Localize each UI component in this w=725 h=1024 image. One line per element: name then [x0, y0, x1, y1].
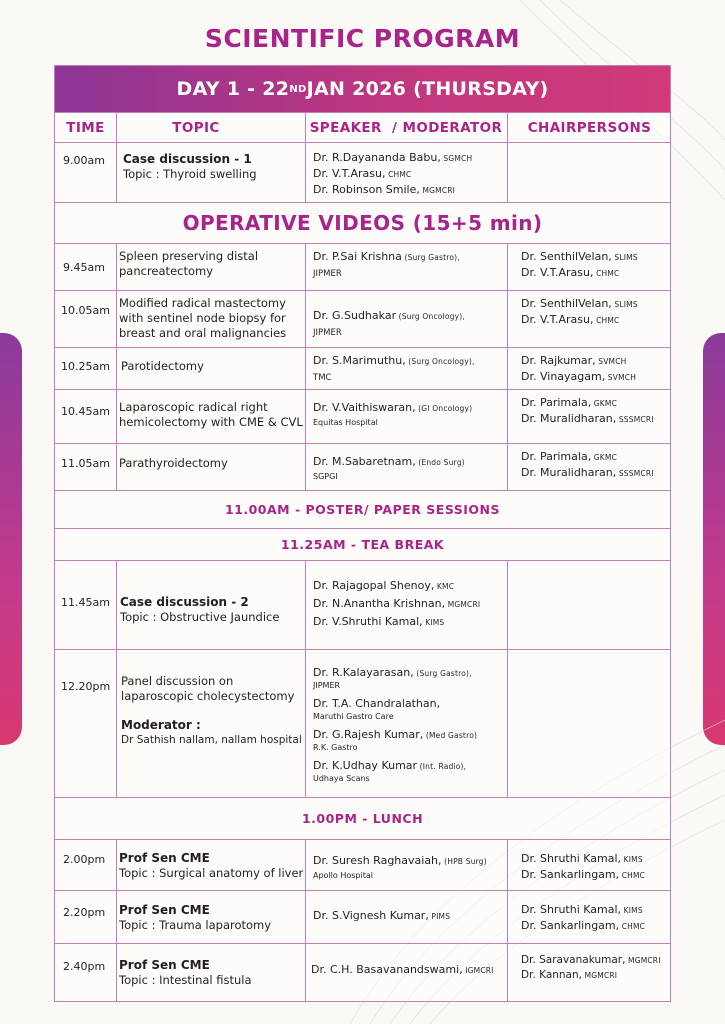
chair-name: Dr. SenthilVelan, — [521, 297, 612, 310]
speakers-case1 — [313, 150, 472, 198]
chair-name: Dr. Parimala, — [521, 396, 592, 409]
chair-inst: MGMCRI — [625, 956, 661, 965]
topic-line: Parathyroidectomy — [119, 456, 228, 470]
poster-session-row: 11.00AM - POSTER/ PAPER SESSIONS — [55, 490, 670, 528]
speaker-video — [313, 353, 475, 386]
table-row-case2 — [55, 560, 670, 649]
cme-topic: Topic : Trauma laparotomy — [119, 918, 272, 932]
topic-line: Panel discussion on — [121, 674, 234, 688]
speaker-inst: SGPGI — [313, 472, 338, 481]
time-video: 10.45am — [61, 405, 110, 418]
speaker-video — [313, 400, 472, 430]
right-side-tab — [703, 333, 725, 745]
chair-inst: KIMS — [621, 855, 643, 864]
speaker-inst: MGMCRI — [419, 186, 456, 195]
left-side-tab — [0, 333, 22, 745]
speaker-spec: (Surg Oncology), — [396, 312, 465, 321]
case2-title: Case discussion - 2 — [120, 595, 249, 609]
case1-title: Case discussion - 1 — [123, 152, 252, 166]
topic-line: hemicolectomy with CME & CVL — [119, 415, 303, 429]
table-row-video4 — [55, 389, 670, 443]
chair-name: Dr. Muralidharan, — [521, 466, 617, 479]
time-video: 10.05am — [61, 304, 110, 317]
time-cme: 2.20pm — [63, 906, 106, 919]
chair-name: Dr. Sankarlingam, — [521, 868, 620, 881]
lunch-row: 1.00PM - LUNCH — [55, 797, 670, 839]
operative-videos-header: OPERATIVE VIDEOS (15+5 min) — [55, 202, 670, 243]
column-header-row — [55, 112, 670, 142]
chair-name: Dr. V.T.Arasu, — [521, 266, 594, 279]
speaker-inst: JIPMER — [313, 269, 342, 279]
program-table — [54, 65, 671, 1002]
cme-topic: Topic : Intestinal fistula — [119, 973, 252, 987]
chair-inst: SVMCH — [595, 357, 627, 366]
topic-line: Parotidectomy — [121, 359, 204, 373]
chair-name: Dr. SenthilVelan, — [521, 250, 612, 263]
chair-name: Dr. Kannan, — [521, 969, 582, 981]
chair-inst: SLIMS — [611, 253, 638, 262]
speaker-cme — [313, 908, 450, 924]
speaker-inst: Equitas Hospital — [313, 418, 378, 427]
speaker-spec: IGMCRI — [462, 966, 494, 975]
speakers-panel — [313, 666, 477, 785]
speaker-inst: Udhaya Scans — [313, 774, 370, 783]
speaker-inst: KIMS — [422, 618, 445, 627]
chairs-cme — [521, 953, 661, 983]
chairs-video — [521, 449, 654, 481]
speaker-cme — [313, 853, 487, 883]
chair-name: Dr. Vinayagam, — [521, 370, 606, 383]
time-video: 10.25am — [61, 360, 110, 373]
table-row-video1 — [55, 243, 670, 290]
speaker-inst: R.K. Gastro — [313, 743, 358, 752]
speaker-inst: MGMCRI — [445, 600, 481, 609]
time-case2: 11.45am — [61, 596, 110, 609]
speaker-spec: (Surg Oncology), — [405, 357, 475, 366]
speaker-name: Dr. S.Marimuthu, — [313, 354, 406, 367]
speaker-name: Dr. G.Rajesh Kumar, — [313, 728, 424, 741]
chair-name: Dr. Shruthi Kamal, — [521, 903, 622, 916]
topic-video — [119, 296, 305, 341]
topic-case1 — [123, 152, 301, 182]
cme-topic: Topic : Surgical anatomy of liver — [119, 866, 304, 880]
speaker-inst: JIPMER — [313, 681, 341, 690]
topic-case2 — [120, 595, 304, 625]
speaker-inst: JIPMER — [313, 328, 342, 338]
speaker-inst: Apollo Hospital — [313, 871, 373, 880]
chair-name: Dr. Muralidharan, — [521, 412, 617, 425]
chair-inst: CHMC — [619, 922, 646, 931]
speaker-name: Dr. Robinson Smile, — [313, 183, 420, 196]
cme-title: Prof Sen CME — [119, 958, 210, 972]
speaker-spec: (GI Oncology) — [415, 404, 473, 413]
chair-name: Dr. Sankarlingam, — [521, 919, 620, 932]
col-chair: CHAIRPERSONS — [527, 120, 652, 136]
day-header — [55, 66, 670, 112]
speaker-name: Dr. P.Sai Krishna — [313, 250, 402, 263]
chair-inst: CHMC — [593, 316, 620, 325]
chair-name: Dr. Saravanakumar, — [521, 954, 626, 966]
speaker-name: Dr. N.Anantha Krishnan, — [313, 597, 446, 610]
chair-inst: GKMC — [591, 399, 618, 408]
topic-video — [119, 456, 305, 471]
table-row-video3 — [55, 347, 670, 389]
speaker-name: Dr. V.T.Arasu, — [313, 167, 386, 180]
cme-title: Prof Sen CME — [119, 851, 210, 865]
speaker-inst: SGMCH — [440, 154, 473, 163]
col-topic: TOPIC — [172, 120, 220, 136]
day-header-prefix: DAY 1 - 22 — [176, 78, 290, 100]
speaker-name: Dr. R.Dayananda Babu, — [313, 151, 441, 164]
speaker-name: Dr. K.Udhay Kumar — [313, 759, 418, 772]
speaker-spec: (HPB Surg) — [441, 857, 487, 866]
speaker-name: Dr. V.Vaithiswaran, — [313, 401, 416, 414]
table-row-cme1 — [55, 839, 670, 890]
speaker-video — [313, 308, 465, 341]
chairs-video — [521, 353, 636, 385]
speaker-spec: (Int. Radio), — [417, 762, 467, 771]
chair-inst: MGMCRI — [582, 971, 618, 980]
speaker-name: Dr. C.H. Basavanandswami, — [311, 963, 463, 976]
table-row-cme3 — [55, 943, 670, 1001]
day-header-suffix: JAN 2026 (THURSDAY) — [306, 78, 549, 100]
chairs-video — [521, 395, 654, 427]
speaker-name: Dr. V.Shruthi Kamal, — [313, 615, 423, 628]
case1-topic: Topic : Thyroid swelling — [123, 167, 257, 181]
moderator-name: Dr Sathish nallam, nallam hospital — [121, 734, 302, 746]
table-row-cme2 — [55, 890, 670, 943]
chair-name: Dr. Shruthi Kamal, — [521, 852, 622, 865]
time-panel: 12.20pm — [61, 680, 111, 693]
speaker-name: Dr. S.Vignesh Kumar, — [313, 909, 429, 922]
chairs-cme — [521, 902, 645, 934]
topic-video — [119, 249, 303, 279]
time-video: 9.45am — [63, 261, 105, 274]
chairs-video — [521, 249, 638, 281]
speaker-name: Dr. Suresh Raghavaiah, — [313, 854, 442, 867]
chair-inst: SLIMS — [611, 300, 638, 309]
topic-cme — [119, 903, 305, 933]
speaker-video — [313, 454, 465, 484]
speaker-spec: PIMS — [428, 912, 451, 921]
speaker-spec: (Surg Gastro), — [401, 253, 460, 262]
speaker-name: Dr. T.A. Chandralathan, — [313, 697, 441, 710]
page-title: SCIENTIFIC PROGRAM — [204, 24, 521, 53]
moderator-label: Moderator : — [121, 718, 201, 732]
speaker-name: Dr. Rajagopal Shenoy, — [313, 579, 435, 592]
time-case1: 9.00am — [63, 154, 105, 167]
chair-inst: CHMC — [593, 269, 620, 278]
chair-inst: SSSMCRI — [616, 415, 654, 424]
topic-video — [121, 359, 303, 374]
speaker-inst: TMC — [313, 373, 332, 383]
topic-cme — [119, 958, 305, 988]
speaker-inst: KMC — [434, 582, 455, 591]
chair-inst: KIMS — [621, 906, 643, 915]
case2-topic: Topic : Obstructive Jaundice — [120, 610, 280, 624]
chairs-cme — [521, 851, 645, 883]
time-cme: 2.40pm — [63, 960, 106, 973]
table-row-panel — [55, 649, 670, 797]
table-row-video2 — [55, 290, 670, 347]
speaker-spec: (Endo Surg) — [415, 458, 465, 467]
cme-title: Prof Sen CME — [119, 903, 210, 917]
topic-line: with sentinel node biopsy for — [119, 311, 286, 325]
chair-name: Dr. Rajkumar, — [521, 354, 596, 367]
time-cme: 2.00pm — [63, 853, 106, 866]
table-row-case1 — [55, 142, 670, 202]
topic-line: laparoscopic cholecystectomy — [121, 689, 295, 703]
topic-cme — [119, 851, 305, 881]
speaker-name: Dr. R.Kalayarasan, — [313, 666, 414, 679]
chair-name: Dr. V.T.Arasu, — [521, 313, 594, 326]
topic-line: Modified radical mastectomy — [119, 296, 286, 310]
chair-name: Dr. Parimala, — [521, 450, 592, 463]
speaker-inst: Maruthi Gastro Care — [313, 712, 394, 721]
speaker-name: Dr. G.Sudhakar — [313, 309, 397, 322]
topic-line: breast and oral malignancies — [119, 326, 287, 340]
chair-inst: GKMC — [591, 453, 618, 462]
col-time: TIME — [66, 120, 105, 136]
chairs-video — [521, 296, 638, 328]
speaker-name: Dr. M.Sabaretnam, — [313, 455, 416, 468]
table-row-video5 — [55, 443, 670, 490]
speaker-spec: (Med Gastro) — [423, 731, 478, 740]
topic-line: Laparoscopic radical right — [119, 400, 268, 414]
topic-video — [119, 400, 305, 430]
tea-break-row: 11.25AM - TEA BREAK — [55, 528, 670, 560]
chair-inst: CHMC — [619, 871, 646, 880]
chair-inst: SSSMCRI — [616, 469, 654, 478]
speaker-cme — [311, 962, 494, 978]
chair-inst: SVMCH — [605, 373, 637, 382]
col-speaker: SPEAKER / MODERATOR — [309, 120, 503, 136]
day-header-sup: ND — [289, 83, 307, 95]
topic-panel — [121, 674, 305, 748]
speaker-spec: (Surg Gastro), — [413, 669, 472, 678]
speaker-video — [313, 249, 460, 282]
time-video: 11.05am — [61, 457, 110, 470]
speaker-inst: CHMC — [385, 170, 412, 179]
speakers-case2 — [313, 577, 480, 631]
topic-line: pancreatectomy — [119, 264, 214, 278]
topic-line: Spleen preserving distal — [119, 249, 259, 263]
